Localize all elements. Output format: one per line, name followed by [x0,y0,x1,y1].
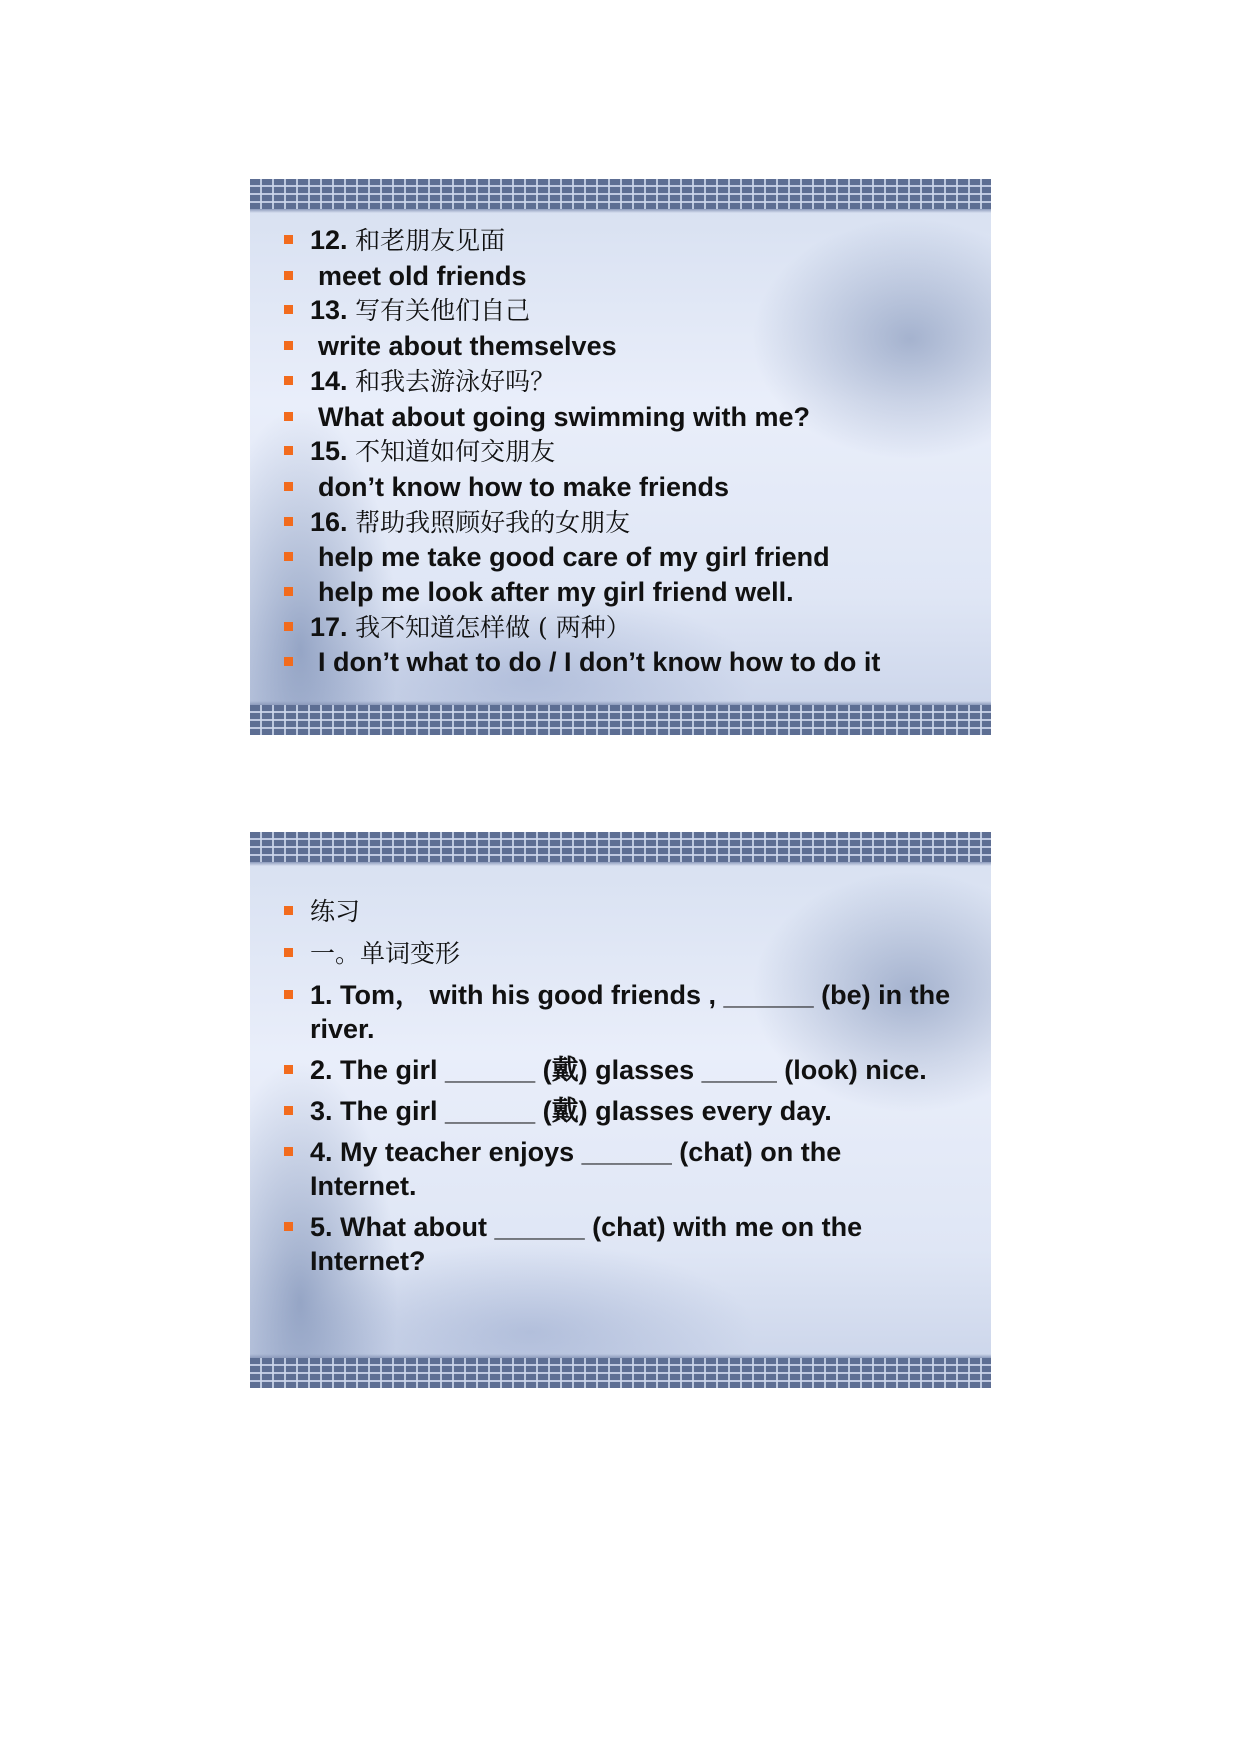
square-bullet-icon [284,1106,293,1115]
list-item [250,223,991,259]
item-number: 16. [310,506,348,537]
list-item [250,610,991,646]
item-number: 13. [310,295,348,326]
slide-bottom-border [250,1358,991,1388]
square-bullet-icon [284,412,293,421]
item-number: 12. [310,225,348,255]
square-bullet-icon [284,482,293,491]
square-bullet-icon [284,906,293,915]
list-item [250,540,991,575]
list-item [250,364,991,400]
square-bullet-icon [284,517,293,526]
exercise-text: 5. What about ______ (chat) with me on the Internet? [310,1212,863,1276]
item-chinese: 我不知道怎样做 ( 两种） [355,612,631,642]
list-item [250,329,991,364]
square-bullet-icon [284,990,293,999]
square-bullet-icon [284,1147,293,1156]
square-bullet-icon [284,271,293,280]
slide-vocabulary-phrases [250,179,991,735]
phrase-list [250,223,991,680]
square-bullet-icon [284,587,293,596]
exercise-item [250,1135,991,1203]
slide-top-border [250,832,991,862]
square-bullet-icon [284,552,293,561]
item-number: 17. [310,611,348,642]
square-bullet-icon [284,657,293,666]
exercise-text: 4. My teacher enjoys ______ (chat) on the Internet. [310,1137,842,1201]
item-english: meet old friends [318,260,527,291]
square-bullet-icon [284,341,293,350]
square-bullet-icon [284,446,293,455]
square-bullet-icon [284,305,293,314]
item-chinese: 和我去游泳好吗？ [355,366,556,396]
item-chinese: 和老朋友见面 [355,226,506,255]
exercise-text: 1. Tom， with his good friends , ______ (be) in the river. [310,980,951,1044]
item-chinese: 帮助我照顾好我的女朋友 [355,507,631,537]
list-item [250,259,991,294]
list-item [250,434,991,470]
item-chinese: 不知道如何交朋友 [355,437,556,467]
square-bullet-icon [284,235,293,244]
item-chinese: 写有关他们自己 [355,296,531,326]
list-item [250,575,991,610]
heading-text: 练习 [310,897,361,926]
slide-top-border [250,179,991,209]
exercise-heading [250,894,991,929]
list-item [250,505,991,541]
item-english: help me look after my girl friend well. [318,577,794,608]
square-bullet-icon [284,948,293,957]
exercise-item [250,1210,991,1278]
list-item [250,470,991,505]
exercise-subheading [250,936,991,971]
list-item [250,293,991,329]
item-english: What about going swimming with me? [318,401,810,432]
exercise-item [250,978,991,1046]
exercise-item [250,1094,991,1128]
item-number: 14. [310,365,348,396]
item-english: help me take good care of my girl friend [318,542,830,573]
exercise-text: 3. The girl ______ (戴) glasses every day. [310,1096,832,1126]
square-bullet-icon [284,1222,293,1231]
exercise-list [250,894,991,1285]
list-item [250,645,991,680]
slide-bottom-border [250,705,991,735]
square-bullet-icon [284,1065,293,1074]
square-bullet-icon [284,622,293,631]
item-english: I don’t what to do / I don’t know how to do it [318,647,881,678]
item-english: write about themselves [318,331,617,362]
item-number: 15. [310,436,348,467]
subheading-text: 一。单词变形 [310,939,461,968]
item-english: don’t know how to make friends [318,471,730,502]
square-bullet-icon [284,376,293,385]
exercise-item [250,1053,991,1087]
list-item [250,400,991,435]
exercise-text: 2. The girl ______ (戴) glasses _____ (look) nice. [310,1055,927,1085]
slide-exercises [250,832,991,1388]
